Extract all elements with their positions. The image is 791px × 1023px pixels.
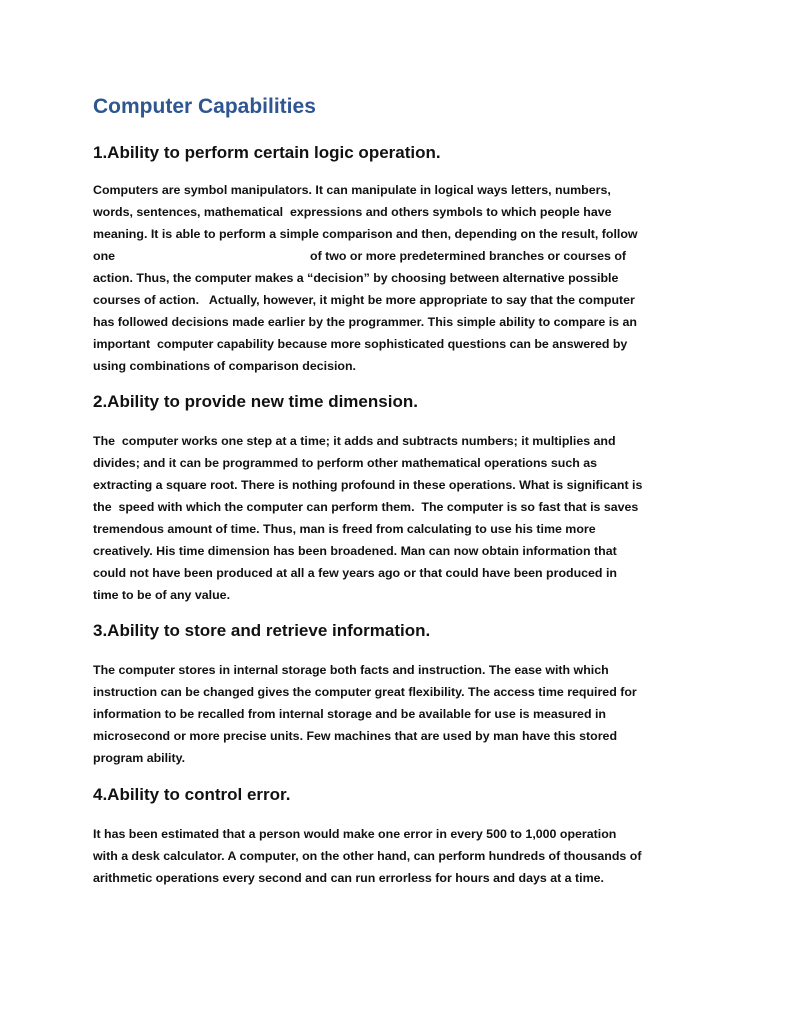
paragraph-line: The computer works one step at a time; it adds and subtracts numbers; it multiplies and [93,434,616,448]
paragraph-line: extracting a square root. There is nothing profound in these operations. What is significant is [93,478,643,492]
paragraph-line: information to be recalled from internal storage and be available for use is measured in [93,707,606,721]
paragraph-line: time to be of any value. [93,588,231,602]
paragraph-line: It has been estimated that a person would make one error in every 500 to 1,000 operation [93,827,617,841]
paragraph-line: creatively. His time dimension has been broadened. Man can now obtain information that [93,544,617,558]
paragraph-line: of two or more predetermined branches or courses of [310,249,627,263]
paragraph-line: arithmetic operations every second and can run errorless for hours and days at a time. [93,871,604,885]
paragraph-line: Computers are symbol manipulators. It can manipulate in logical ways letters, numbers, [93,183,611,197]
paragraph-line: using combinations of comparison decision. [93,359,356,373]
paragraph-line: words, sentences, mathematical expressions and others symbols to which people have [93,205,612,219]
document-title: Computer Capabilities [93,95,316,118]
paragraph-line: action. Thus, the computer makes a “decision” by choosing between alternative possible [93,271,619,285]
section-heading-logic: 1.Ability to perform certain logic operation. [93,143,441,162]
paragraph-line: courses of action. Actually, however, it might be more appropriate to say that the computer [93,293,635,307]
paragraph-line: the speed with which the computer can perform them. The computer is so fast that is saves [93,500,639,514]
paragraph-line: important computer capability because more sophisticated questions can be answered by [93,337,628,351]
paragraph-line: program ability. [93,751,186,765]
paragraph-line: microsecond or more precise units. Few machines that are used by man have this stored [93,729,618,743]
paragraph-line: tremendous amount of time. Thus, man is freed from calculating to use his time more [93,522,596,536]
section-heading-control-error: 4.Ability to control error. [93,785,291,804]
paragraph-line: with a desk calculator. A computer, on the other hand, can perform hundreds of thousands of [93,849,642,863]
section-heading-store-retrieve: 3.Ability to store and retrieve information. [93,621,431,640]
paragraph-line: meaning. It is able to perform a simple comparison and then, depending on the result, follow [93,227,638,241]
paragraph-line: one [93,249,116,263]
paragraph-line: has followed decisions made earlier by the programmer. This simple ability to compare is an [93,315,637,329]
paragraph-line: could not have been produced at all a few years ago or that could have been produced in [93,566,617,580]
paragraph-line: divides; and it can be programmed to perform other mathematical operations such as [93,456,597,470]
paragraph-line: The computer stores in internal storage both facts and instruction. The ease with which [93,663,609,677]
section-heading-time-dimension: 2.Ability to provide new time dimension. [93,392,418,411]
paragraph-line: instruction can be changed gives the computer great flexibility. The access time required for [93,685,637,699]
